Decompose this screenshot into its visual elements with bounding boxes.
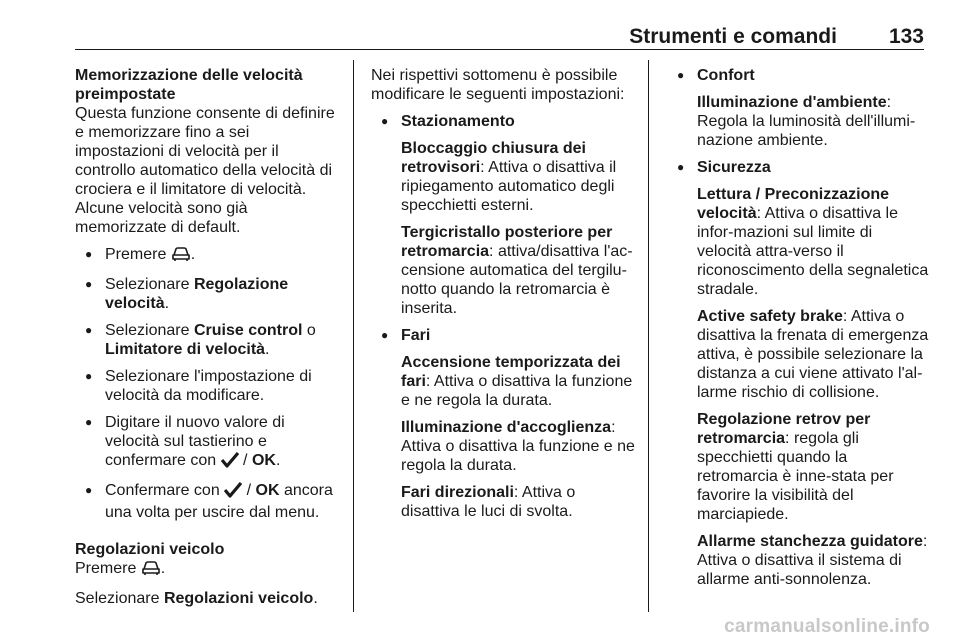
paragraph: Selezionare Regolazioni veicolo.: [75, 590, 318, 607]
list-item: ● Premere .: [75, 245, 342, 267]
car-icon: [171, 246, 191, 267]
header-rule: [75, 49, 924, 50]
list-item: ● Sicurezza Lettura / Preconizzazione velocità: Attiva o disattiva le infor-mazioni sul limite di velocità attra-verso il riconoscimento della segnaletica stradale. Active safety brake: Attiva o disattiva la frenata di emergenza attiva, è possibile selezionare la distanza a cui viene attivato l'al-larme rischio di collisione. Regolazione retrov per retromarcia: regola gli specchietti quando la retromarcia è inne-stata per favorire la visibilità del marciapiede. Allarme stanchezza guidatore: Attiva o disattiva il sistema di allarme anti-sonnolenza.: [667, 158, 929, 589]
watermark: carmanualsonline.info: [724, 616, 930, 637]
section-heading-vehicle: Regolazioni veicolo: [75, 541, 225, 558]
car-icon: [141, 560, 161, 581]
column-3: [667, 66, 929, 599]
column-1: [75, 66, 342, 616]
column-divider-1: [353, 60, 354, 612]
list-item: ● Selezionare l'impostazione di velocità da modificare.: [75, 367, 342, 405]
setting-entry: Bloccaggio chiusura dei retrovisori: Attiva o disattiva il ripiegamento automatico degli specchietti esterni.: [401, 140, 617, 214]
column-divider-2: [648, 60, 649, 612]
list-item: ● Stazionamento Bloccaggio chiusura dei retrovisori: Attiva o disattiva il ripiegamento automatico degli specchietti esterni. Tergicristallo posteriore per retromarcia: attiva/disattiva l'ac-censione automatica del tergilu-notto quando la retromarcia è inserita.: [371, 112, 637, 318]
section-heading-speeds: Memorizzazione delle velocità preimpostate: [75, 67, 303, 103]
page-number: 133: [888, 25, 924, 48]
intro-paragraph: Questa funzione consente di definire e memorizzare fino a sei impostazioni di velocità per il controllo automatico della velocità di crociera e il limitatore di velocità. Alcune velocità sono già memorizzate di default.: [75, 105, 335, 236]
checkmark-icon: [224, 482, 242, 503]
list-item: ● Selezionare Cruise control o Limitatore di velocità.: [75, 321, 342, 359]
paragraph: Premere .: [75, 559, 342, 581]
setting-entry: Allarme stanchezza guidatore: Attiva o disattiva il sistema di allarme anti-sonnolenza.: [697, 533, 928, 588]
setting-entry: Illuminazione d'accoglienza: Attiva o disattiva la funzione e ne regola la durata.: [401, 419, 635, 474]
column-2: [371, 66, 637, 531]
header-title: Strumenti e comandi: [629, 25, 837, 48]
page-header: [629, 27, 924, 57]
setting-entry: Lettura / Preconizzazione velocità: Attiva o disattiva le infor-mazioni sul limite di velocità attra-verso il riconoscimento della segnaletica stradale.: [697, 186, 929, 298]
setting-entry: Tergicristallo posteriore per retromarcia: attiva/disattiva l'ac-censione automatica del tergilu-notto quando la retromarcia è inserita.: [401, 224, 633, 317]
list-item: ● Selezionare Regolazione velocità.: [75, 275, 342, 313]
list-item: ● Confort Illuminazione d'ambiente: Regola la luminosità dell'illumi-nazione ambiente.: [667, 66, 929, 150]
intro-paragraph: Nei rispettivi sottomenu è possibile modificare le seguenti impostazioni:: [371, 67, 625, 103]
setting-entry: Fari direzionali: Attiva o disattiva le luci di svolta.: [401, 484, 576, 520]
settings-list: [371, 112, 637, 521]
checkmark-icon: [221, 452, 239, 473]
setting-entry: Accensione temporizzata dei fari: Attiva o disattiva la funzione e ne regola la durata.: [401, 354, 633, 409]
steps-list: [75, 245, 342, 522]
list-item: ● Digitare il nuovo valore di velocità sul tastierino e confermare con / OK.: [75, 413, 342, 473]
list-item: ● Confermare con / OK ancora una volta per uscire dal menu.: [75, 481, 342, 522]
list-item: ● Fari Accensione temporizzata dei fari: Attiva o disattiva la funzione e ne regola la durata. Illuminazione d'accoglienza: Attiva o disattiva la funzione e ne regola la durata. Fari direzionali: Attiva o disattiva le luci di svolta.: [371, 326, 637, 521]
setting-entry: Illuminazione d'ambiente: Regola la luminosità dell'illumi-nazione ambiente.: [697, 94, 916, 149]
settings-list: [667, 66, 929, 589]
setting-entry: Regolazione retrov per retromarcia: regola gli specchietti quando la retromarcia è inne-stata per favorire la visibilità del marciapiede.: [697, 411, 894, 523]
setting-entry: Active safety brake: Attiva o disattiva la frenata di emergenza attiva, è possibile selezionare la distanza a cui viene attivato l'al-larme rischio di collisione.: [697, 308, 929, 401]
